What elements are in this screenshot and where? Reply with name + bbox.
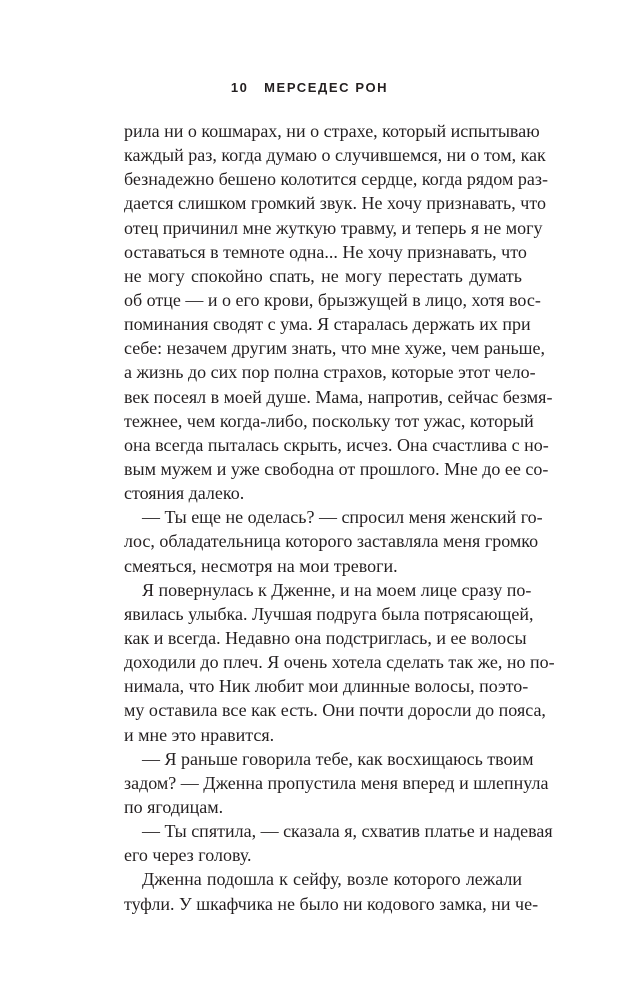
paragraph [124, 747, 549, 819]
text-line: смеяться, несмотря на мои тревоги. [124, 555, 398, 576]
text-line: Дженна подошла к сейфу, возле которого лежали [142, 869, 522, 890]
text-line: туфли. У шкафчика не было ни кодового замка, ни че- [124, 893, 539, 914]
paragraph [124, 505, 543, 577]
body-text [124, 119, 555, 916]
text-line: себе: незачем другим знать, что мне хуже, чем раньше, [124, 338, 546, 359]
text-line: тежнее, чем когда-либо, поскольку тот ужас, который [124, 410, 534, 431]
text-line: задом? — Дженна пропустила меня вперед и шлепнула [124, 772, 549, 793]
text-line: каждый раз, когда думаю о случившемся, ни о том, как [124, 145, 546, 166]
text-line: его через голову. [124, 845, 252, 866]
text-line: стояния далеко. [124, 483, 245, 504]
text-line: рила ни о кошмарах, ни о страхе, который испытываю [124, 121, 540, 141]
page-number: 10 [230, 80, 249, 95]
text-line: не могу спокойно спать, не могу перестать думать [124, 265, 522, 286]
text-line: — Ты спятила, — сказала я, схватив платье и надевая [142, 821, 553, 842]
running-head [0, 80, 619, 96]
text-line: отец причинил мне жуткую травму, и теперь я не могу [124, 217, 543, 238]
text-line: явилась улыбка. Лучшая подруга была потрясающей, [124, 603, 534, 624]
text-line: по ягодицам. [124, 796, 224, 817]
text-line: а жизнь до сих пор полна страхов, которые этот чело- [124, 362, 536, 383]
text-line: оставаться в темноте одна... Не хочу признавать, что [124, 241, 527, 262]
text-line: об отце — и о его крови, брызжущей в лицо, хотя вос- [124, 289, 541, 310]
text-line: вым мужем и уже свободна от прошлого. Мне до ее со- [124, 458, 549, 479]
paragraph [124, 819, 553, 867]
paragraph [124, 119, 553, 505]
text-line: век посеял в моей душе. Мама, напротив, сейчас безмя- [124, 386, 553, 407]
text-line: — Я раньше говорила тебе, как восхищаюсь твоим [142, 748, 534, 769]
paragraph [124, 578, 555, 747]
text-line: — Ты еще не оделась? — спросил меня женский го- [142, 507, 543, 528]
text-line: доходили до плеч. Я очень хотела сделать так же, но по- [124, 652, 555, 673]
text-line: поминания сводят с ума. Я старалась держать их при [124, 314, 531, 335]
text-line: му оставила все как есть. Они почти доросли до пояса, [124, 700, 546, 721]
text-line: нимала, что Ник любит мои длинные волосы, поэто- [124, 676, 529, 697]
text-line: как и всегда. Недавно она подстриглась, и ее волосы [124, 627, 527, 648]
text-line: она всегда пыталась скрыть, исчез. Она счастлива с но- [124, 434, 549, 455]
text-line: и мне это нравится. [124, 724, 275, 745]
text-line: дается слишком громкий звук. Не хочу признавать, что [124, 193, 546, 214]
author-name: МЕРСЕДЕС РОН [264, 80, 389, 95]
paragraph [124, 867, 539, 915]
text-line: безнадежно бешено колотится сердце, когда рядом раз- [124, 169, 548, 190]
text-line: лос, обладательница которого заставляла меня громко [124, 531, 539, 552]
text-line: Я повернулась к Дженне, и на моем лице сразу по- [142, 579, 532, 600]
